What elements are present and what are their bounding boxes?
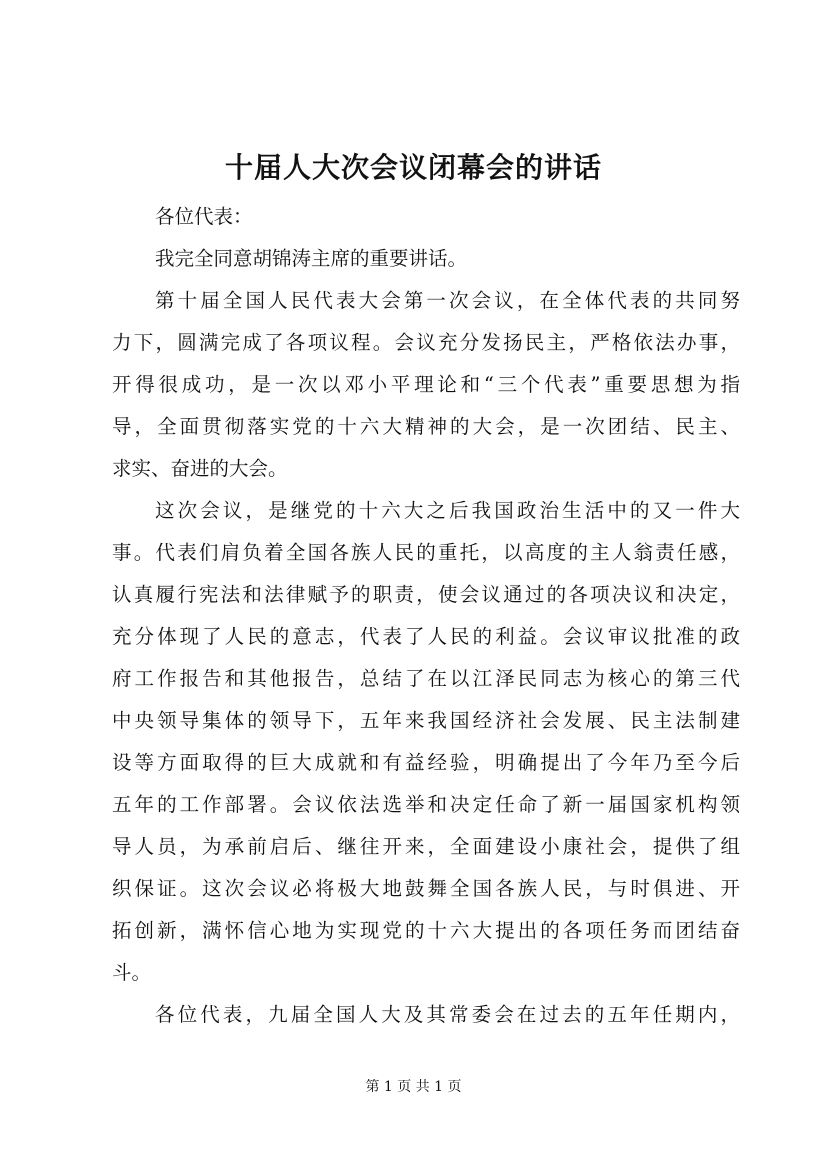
paragraph-line: 我完全同意胡锦涛主席的重要讲话。 [155, 247, 468, 270]
paragraph-line: 织保证。这次会议必将极大地鼓舞全国各族人民，与时俱进、开 [112, 877, 740, 900]
paragraph-line: 开得很成功，是一次以邓小平理论和“三个代表”重要思想为指 [112, 373, 740, 396]
paragraph-line: 中央领导集体的领导下，五年来我国经济社会发展、民主法制建 [112, 709, 740, 732]
paragraph-line: 力下，圆满完成了各项议程。会议充分发扬民主，严格依法办事， [112, 331, 740, 354]
document-body [112, 196, 740, 1036]
paragraph-line: 斗。 [112, 961, 152, 984]
paragraph-line: 第十届全国人民代表大会第一次会议，在全体代表的共同努 [155, 289, 740, 312]
paragraph-line: 充分体现了人民的意志，代表了人民的利益。会议审议批准的政 [112, 625, 740, 648]
paragraph-line: 拓创新，满怀信心地为实现党的十六大提出的各项任务而团结奋 [112, 919, 740, 942]
paragraph-line: 认真履行宪法和法律赋予的职责，使会议通过的各项决议和决定， [112, 583, 740, 606]
paragraph-line: 府工作报告和其他报告，总结了在以江泽民同志为核心的第三代 [112, 667, 740, 690]
paragraph-line: 五年的工作部署。会议依法选举和决定任命了新一届国家机构领 [112, 793, 740, 816]
document-title: 十届人大次会议闭幕会的讲话 [224, 151, 602, 184]
paragraph-line: 设等方面取得的巨大成就和有益经验，明确提出了今年乃至今后 [112, 751, 740, 774]
paragraph-line: 各位代表，九届全国人大及其常委会在过去的五年任期内， [155, 1003, 740, 1026]
paragraph-line: 求实、奋进的大会。 [112, 457, 288, 480]
salutation-line: 各位代表： [155, 205, 253, 228]
paragraph-line: 这次会议，是继党的十六大之后我国政治生活中的又一件大 [155, 499, 740, 522]
paragraph-line: 事。代表们肩负着全国各族人民的重托，以高度的主人翁责任感， [112, 541, 740, 564]
paragraph-line: 导人员，为承前启后、继往开来，全面建设小康社会，提供了组 [112, 835, 740, 858]
paragraph-line: 导，全面贯彻落实党的十六大精神的大会，是一次团结、民主、 [112, 415, 740, 438]
page-footer: 第 1 页 共 1 页 [365, 1079, 462, 1095]
